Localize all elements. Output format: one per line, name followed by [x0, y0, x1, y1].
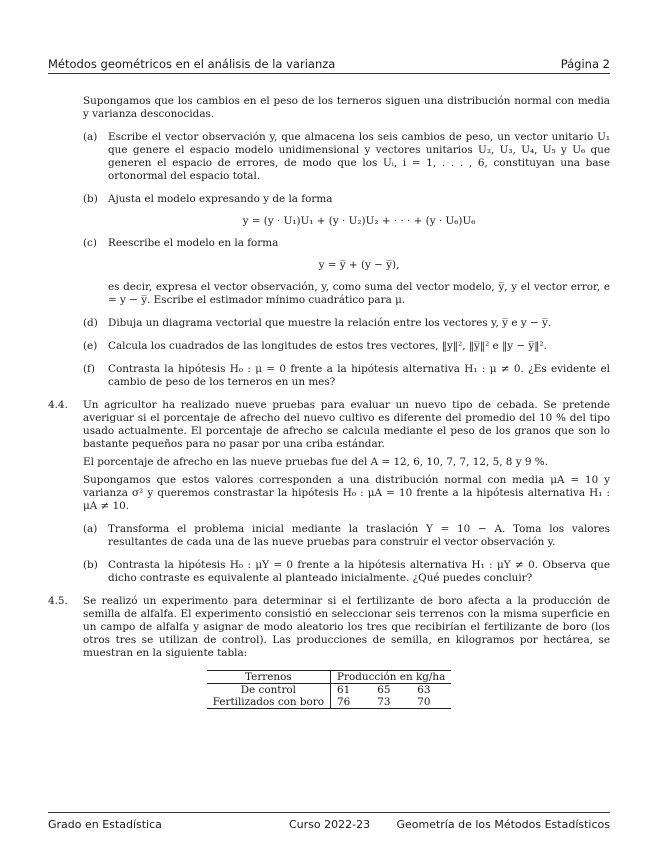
- item-label: (d): [83, 317, 98, 329]
- equation: y = (y · U₁)U₁ + (y · U₂)U₂ + · · · + (y · U₆)U₆: [242, 215, 476, 227]
- intro-paragraph: Supongamos que los cambios en el peso de los terneros siguen una distribución normal con media y varianza desconocidas.: [83, 95, 610, 120]
- item-label: (f): [83, 363, 95, 375]
- item-b: [48, 193, 610, 228]
- equation: y = y̅ + (y − y̅),: [318, 259, 400, 271]
- item-text: Dibuja un diagrama vectorial que muestre la relación entre los vectores y, y̅ e y − y̅.: [108, 317, 552, 329]
- table-cell: 63: [417, 684, 431, 696]
- problem-4-4-item-b: [48, 559, 610, 585]
- footer-course: Curso 2022-23: [289, 818, 371, 831]
- header-title: Métodos geométricos en el análisis de la varianza: [48, 57, 336, 71]
- item-label: (a): [83, 131, 98, 143]
- item-c: [48, 237, 610, 307]
- item-text: Transforma el problema inicial mediante la traslación Y = 10 − A. Toma los valores resultantes de cada una de las nueve pruebas para construir el vector observación y.: [108, 523, 610, 548]
- problem-number: 4.4.: [48, 399, 68, 411]
- item-text: Ajusta el modelo expresando y de la forma: [108, 193, 333, 205]
- table-header-cell: Producción en kg/ha: [331, 671, 452, 684]
- item-label: (c): [83, 237, 97, 249]
- item-label: (e): [83, 340, 98, 352]
- problem-text: Se realizó un experimento para determinar si el fertilizante de boro afecta a la producción de semilla de alfalfa. El experimento consistió en seleccionar seis terrenos con la misma superficie en un campo de alfalfa y asignar de modo aleatorio los tres que recibirían el fertilizante de boro (los otros tres se utilizan de control). Las producciones de semilla, en kilogramos por hectárea, se muestran en la siguiente tabla:: [83, 595, 610, 659]
- problem-data: El porcentaje de afrecho en las nueve pruebas fue del A = 12, 6, 10, 7, 7, 12, 5, 8 y 9 %.: [83, 456, 548, 468]
- table-cell: 61: [337, 684, 351, 696]
- item-label: (b): [83, 193, 98, 205]
- problem-hypothesis: Supongamos que estos valores corresponden a una distribución normal con media μA = 10 y varianza σ² y queremos constrastar la hipótesis H₀ : μA = 10 frente a la hipótesis alternativa H₁ : μA ≠ 10.: [83, 474, 610, 512]
- item-text: Escribe el vector observación y, que almacena los seis cambios de peso, un vector unitario U₁ que genere el espacio modelo unidimensional y vectores unitarios U₂, U₃, U₄, U₅ y U₆ que generen el espacio de errores, de modo que los Uᵢ, i = 1, . . . , 6, constituyan una base ortonormal del espacio total.: [108, 131, 610, 182]
- item-text: Calcula los cuadrados de las longitudes de estos tres vectores, ‖y‖², ‖y̅‖² e ‖y − y̅‖².: [108, 340, 547, 352]
- table-row: [207, 684, 452, 697]
- item-text: Reescribe el modelo en la forma: [108, 237, 279, 249]
- problem-number: 4.5.: [48, 595, 68, 607]
- item-label: (b): [83, 559, 98, 571]
- problem-text: Un agricultor ha realizado nueve pruebas para evaluar un nuevo tipo de cebada. Se pretende averiguar si el porcentaje de afrecho del nuevo cultivo es diferente del promedio del 10 % del tipo usado actualmente. El porcentaje de afrecho se calcula mediante el peso de los granos que son lo bastante pequeños para no pasar por una criba estándar.: [83, 399, 610, 450]
- item-e: [48, 340, 610, 353]
- problem-4-4: [48, 399, 610, 513]
- table-header-cell: Terrenos: [207, 671, 331, 684]
- table-cell: 65: [377, 684, 391, 696]
- item-a: [48, 131, 610, 183]
- yield-table: [207, 670, 452, 709]
- row-label: Fertilizados con boro: [207, 696, 331, 709]
- table-row: [207, 696, 452, 709]
- page-body: [48, 95, 610, 709]
- item-d: [48, 317, 610, 330]
- footer-rule: [48, 812, 610, 813]
- item-text: Contrasta la hipótesis H₀ : μ = 0 frente a la hipótesis alternativa H₁ : μ ≠ 0. ¿Es evidente el cambio de peso de los terneros en un mes?: [108, 363, 610, 388]
- item-text-continued: es decir, expresa el vector observación, y, como suma del vector modelo, y̅, y el vector error, e = y − y̅. Escribe el estimador mínimo cuadrático para μ.: [108, 281, 610, 306]
- table-header-row: [207, 671, 452, 684]
- page-number: Página 2: [560, 57, 610, 71]
- item-label: (a): [83, 523, 98, 535]
- page-header: [48, 57, 610, 71]
- table-cell: 70: [417, 696, 431, 708]
- item-f: [48, 363, 610, 389]
- row-label: De control: [207, 684, 331, 697]
- table-cell: 73: [377, 696, 391, 708]
- table-cell: 76: [337, 696, 351, 708]
- footer-subject: Geometría de los Métodos Estadísticos: [396, 818, 610, 831]
- item-text: Contrasta la hipótesis H₀ : μY = 0 frente a la hipótesis alternativa H₁ : μY ≠ 0. Observa que dicho contraste es equivalente al planteado inicialmente. ¿Qué puedes concluir?: [108, 559, 610, 584]
- problem-4-5: [48, 595, 610, 660]
- header-rule: [48, 73, 610, 74]
- problem-4-4-item-a: [48, 523, 610, 549]
- footer-degree: Grado en Estadística: [48, 818, 162, 831]
